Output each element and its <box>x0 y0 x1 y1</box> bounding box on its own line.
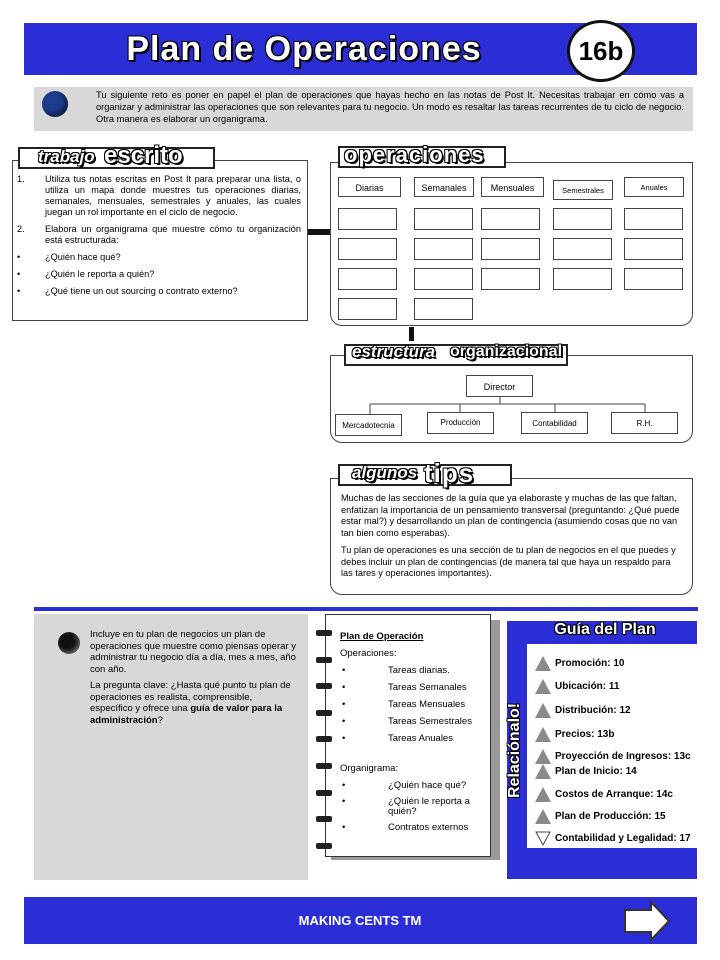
tips-paragraph: Muchas de las secciones de la guía que ya elaboraste y muchas de las que faltan, enfatizan la importancia de un pensamiento transversal (preguntando: ¿Qué puede estar mal?) y desarrollando un plan de contingencia (asumiendo cosas que no van tan bien como esperabas). <box>341 493 680 538</box>
list-item: • ¿Quién le reporta a quién? <box>342 796 470 817</box>
summary-text <box>90 629 296 731</box>
guia-link-ubicacion[interactable]: Ubicación: 11 <box>535 679 619 694</box>
estructura-label-big: organizacional <box>450 343 563 360</box>
triangle-down-icon <box>535 831 551 846</box>
connector-line <box>308 229 330 235</box>
notebook-ring-icon <box>316 763 332 769</box>
guia-link-produccion[interactable]: Plan de Producción: 15 <box>535 809 666 824</box>
guia-title: Guía del Plan <box>554 621 656 638</box>
ops-col-semestrales: Semestrales <box>553 180 613 200</box>
summary-paragraph: Incluye en tu plan de negocios un plan de operaciones que muestre como piensas operar y administrar tu negocio día a día, mes a mes, año con año. <box>90 629 296 675</box>
notebook-title: Plan de Operación <box>340 631 424 642</box>
ops-cell <box>338 238 397 260</box>
notebook-text <box>340 631 488 834</box>
ops-cell <box>553 208 612 230</box>
list-item: • ¿Qué tiene un out sourcing o contrato externo? <box>17 286 238 296</box>
notebook-ring-icon <box>316 710 332 716</box>
triangle-up-icon <box>535 679 551 694</box>
ops-cell <box>414 268 473 290</box>
list-item: • Tareas diarias. <box>342 665 450 676</box>
guia-link-plan-inicio[interactable]: Plan de Inicio: 14 <box>535 764 637 779</box>
trabajo-label-big: escrito <box>104 142 183 169</box>
tips-label-small: algunos <box>352 463 418 482</box>
tips-paragraph: Tu plan de operaciones es una sección de tu plan de negocios en el que puedes y debes incluir un plan de contingencias (de manera tal que haya un respaldo para las tares y operaciones importantes). <box>341 545 676 578</box>
guia-link-precios[interactable]: Precios: 13b <box>535 727 614 742</box>
ops-col-mensuales: Mensuales <box>481 177 544 197</box>
org-dept-contabilidad: Contabilidad <box>521 412 588 434</box>
relacionalo-label: Relaciónalo! <box>506 702 523 798</box>
ops-col-anuales: Anuales <box>624 177 684 197</box>
page-title: Plan de Operaciones <box>126 30 482 68</box>
triangle-up-icon <box>535 656 551 671</box>
operaciones-label <box>338 142 506 168</box>
ops-cell <box>553 268 612 290</box>
next-arrow-icon[interactable] <box>623 900 671 942</box>
triangle-up-icon <box>535 727 551 742</box>
guia-link-costos[interactable]: Costos de Arranque: 14c <box>535 787 673 802</box>
guia-link-proyeccion[interactable]: Proyección de Ingresos: 13c <box>535 749 691 764</box>
ops-cell <box>338 298 397 320</box>
notebook-org-label: Organigrama: <box>340 763 399 774</box>
guia-link-promocion[interactable]: Promoción: 10 <box>535 656 624 671</box>
connector-line <box>409 327 414 341</box>
estructura-label <box>344 344 568 366</box>
tips-label-big: tips <box>424 458 475 488</box>
triangle-up-icon <box>535 787 551 802</box>
list-item: • Tareas Semestrales <box>342 716 472 727</box>
org-dept-rh: R.H. <box>611 412 678 434</box>
notebook-ops-label: Operaciones: <box>340 648 397 659</box>
notebook-ring-icon <box>316 843 332 849</box>
org-dept-mercadotecnia: Mercadotecnia <box>335 414 402 436</box>
footer-text: MAKING CENTS TM <box>298 913 422 928</box>
list-item: • Tareas Semanales <box>342 682 467 693</box>
notebook-ring-icon <box>316 683 332 689</box>
list-item: • ¿Quién hace qué? <box>342 780 467 791</box>
ops-cell <box>481 208 540 230</box>
tips-label <box>338 458 512 488</box>
list-item: 2. Elabora un organigrama que muestre cómo tu organización está estructurada: <box>17 224 301 245</box>
ops-col-semanales: Semanales <box>414 177 474 197</box>
notebook-ring-icon <box>316 790 332 796</box>
section-divider <box>34 607 698 611</box>
page-number-badge: 16b <box>567 20 635 82</box>
intro-text: Tu siguiente reto es poner en papel el plan de operaciones que hayas hecho en las notas de Post It. Necesitas trabajar en cómo vas a organizar y administrar las operaciones que son relevantes para tu negocio. Un modo es resaltar las tareas recurrentes de tu ciclo de negocio. Otra manera es elaborar un organigrama. <box>96 90 684 124</box>
operaciones-label-text: operaciones <box>344 142 485 167</box>
list-item: • ¿Quién hace qué? <box>17 252 121 262</box>
triangle-up-icon <box>535 703 551 718</box>
guia-link-distribucion[interactable]: Distribución: 12 <box>535 703 631 718</box>
list-item: • ¿Quién le reporta a quién? <box>17 269 155 279</box>
ops-cell <box>414 238 473 260</box>
ops-cell <box>624 238 683 260</box>
triangle-up-icon <box>535 809 551 824</box>
ops-cell <box>553 238 612 260</box>
bullet-circle-icon <box>42 91 68 117</box>
ops-cell <box>338 208 397 230</box>
guia-link-contabilidad[interactable]: Contabilidad y Legalidad: 17 <box>535 831 691 846</box>
ops-cell <box>338 268 397 290</box>
notebook-ring-icon <box>316 630 332 636</box>
org-dept-produccion: Producción <box>427 412 494 434</box>
triangle-up-icon <box>535 749 551 764</box>
ops-cell <box>624 208 683 230</box>
list-item: • Tareas Anuales <box>342 733 453 744</box>
notebook-ring-icon <box>316 657 332 663</box>
notebook-ring-icon <box>316 736 332 742</box>
notebook-ring-icon <box>316 816 332 822</box>
summary-paragraph: La pregunta clave: ¿Hasta qué punto tu plan de operaciones es realista, comprensible, específico y ofrece una guía de valor para la administración? <box>90 680 291 726</box>
trabajo-label <box>18 142 215 169</box>
tips-text <box>341 493 681 586</box>
trabajo-list <box>17 174 301 303</box>
ops-cell <box>481 238 540 260</box>
org-director: Director <box>466 375 533 397</box>
summary-bold: guía de valor para la administración <box>90 703 283 726</box>
trabajo-label-small: trabajo <box>38 147 95 166</box>
ops-cell <box>414 298 473 320</box>
ops-cell <box>414 208 473 230</box>
ops-cell <box>481 268 540 290</box>
bullet-circle-icon <box>58 632 80 654</box>
ops-cell <box>624 268 683 290</box>
triangle-up-icon <box>535 764 551 779</box>
list-item: • Tareas Mensuales <box>342 699 466 710</box>
list-item: 1. Utiliza tus notas escritas en Post It para preparar una lista, o utiliza un mapa donde muestres tus operaciones diarias, semanales, mensuales, semestrales y anuales, las cuales juegan un rol importante en el ciclo de negocio. <box>17 174 301 217</box>
ops-col-diarias: Diarias <box>338 177 401 197</box>
list-item: • Contratos externos <box>342 822 469 833</box>
estructura-label-small: estructura <box>352 342 436 361</box>
